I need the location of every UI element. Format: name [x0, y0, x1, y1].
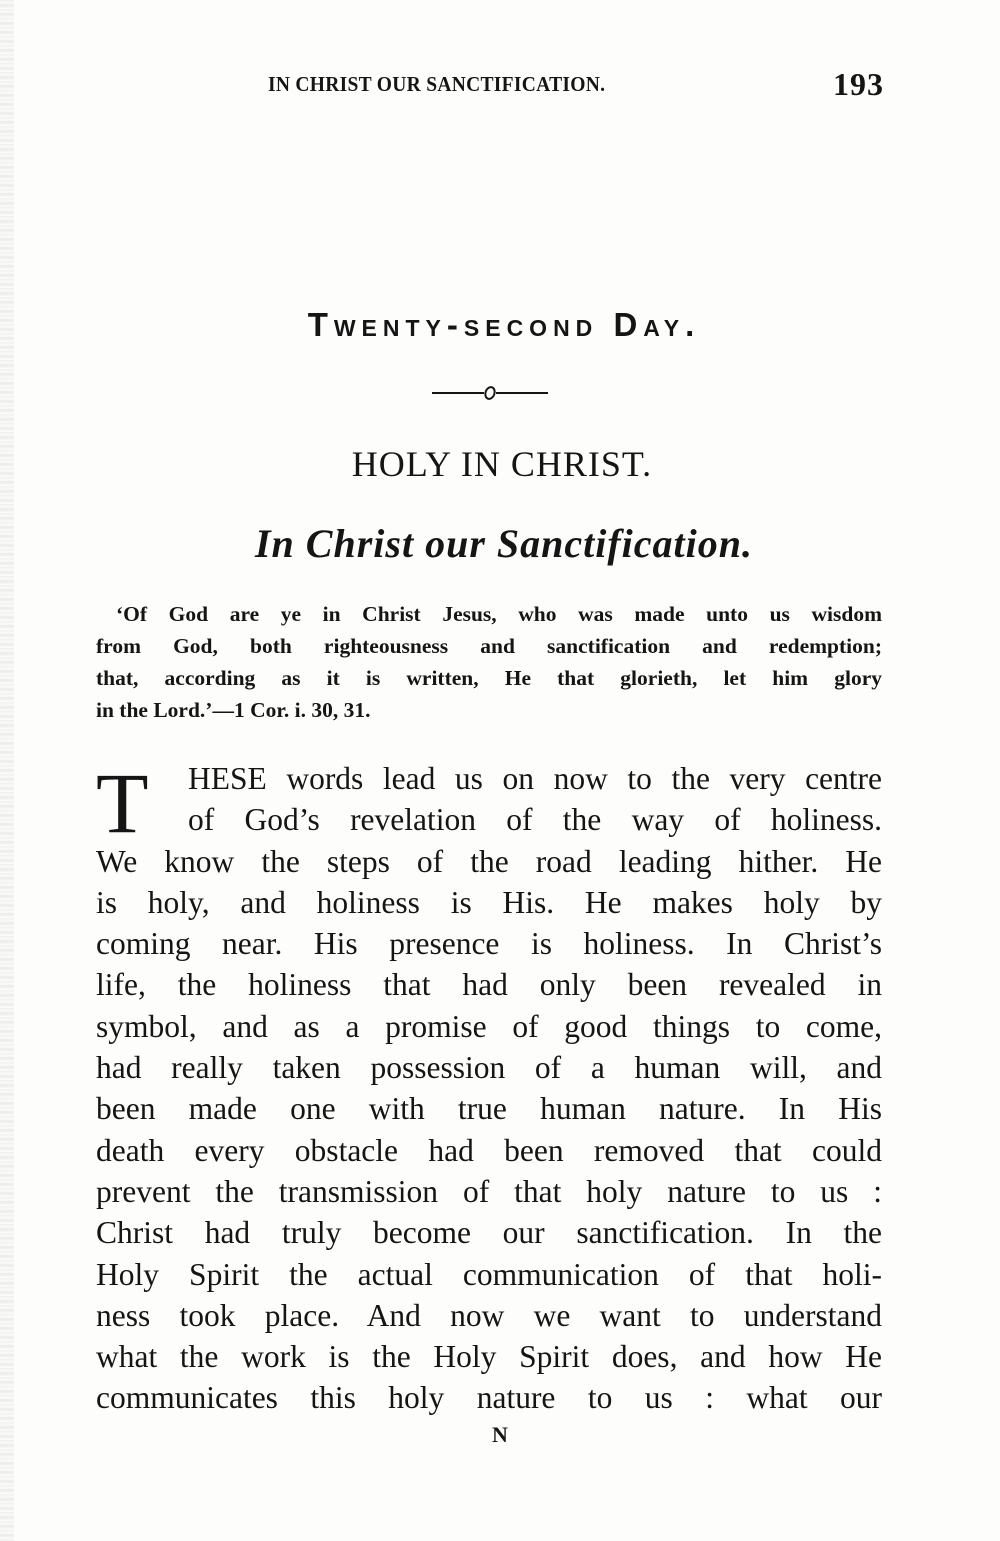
running-title: IN CHRIST OUR SANCTIFICATION. [268, 72, 606, 96]
epigraph-line: that, according as it is written, He that glorieth, let him glory [96, 666, 882, 690]
page-number: 193 [833, 66, 884, 102]
drop-cap: T [96, 755, 149, 851]
ornament-rule-icon [430, 380, 550, 404]
body-line: prevent the transmission of that holy nature to us : [96, 1173, 882, 1209]
body-line: We know the steps of the road leading hither. He [96, 843, 882, 879]
body-line: what the work is the Holy Spirit does, and how He [96, 1339, 882, 1375]
body-line: ness took place. And now we want to understand [96, 1297, 882, 1333]
body-line: Christ had truly become our sanctification. In the [96, 1215, 882, 1251]
body-line: communicates this holy nature to us : what our [96, 1380, 882, 1416]
body-line: HESE words lead us on now to the very centre [188, 761, 882, 796]
epigraph [96, 598, 882, 726]
body-line: been made one with true human nature. In His [96, 1091, 882, 1127]
section-title: HOLY IN CHRIST. [351, 444, 653, 484]
epigraph-line: in the Lord.’—1 Cor. i. 30, 31. [96, 698, 371, 722]
epigraph-line: ‘Of God are ye in Christ Jesus, who was made unto us wisdom [116, 602, 882, 626]
scan-edge [0, 0, 14, 1541]
body-line: coming near. His presence is holiness. In Christ’s [96, 926, 882, 962]
body-paragraph [96, 755, 882, 1419]
body-line: Holy Spirit the actual communication of that holi- [96, 1256, 882, 1292]
blackletter-subtitle: In Christ our Sanctification. [254, 521, 754, 566]
body-line: had really taken possession of a human will, and [96, 1050, 882, 1086]
body-line: death every obstacle had been removed that could [96, 1132, 882, 1168]
body-line: symbol, and as a promise of good things to come, [96, 1008, 882, 1044]
epigraph-line: from God, both righteousness and sanctification and redemption; [96, 634, 882, 658]
body-line: life, the holiness that had only been revealed in [96, 967, 882, 1003]
body-line: is holy, and holiness is His. He makes holy by [96, 884, 882, 920]
signature-mark: N [492, 1422, 508, 1447]
running-header [268, 66, 888, 102]
body-line: of God’s revelation of the way of holiness. [188, 802, 882, 838]
day-heading: Twenty-second Day. [307, 306, 701, 343]
